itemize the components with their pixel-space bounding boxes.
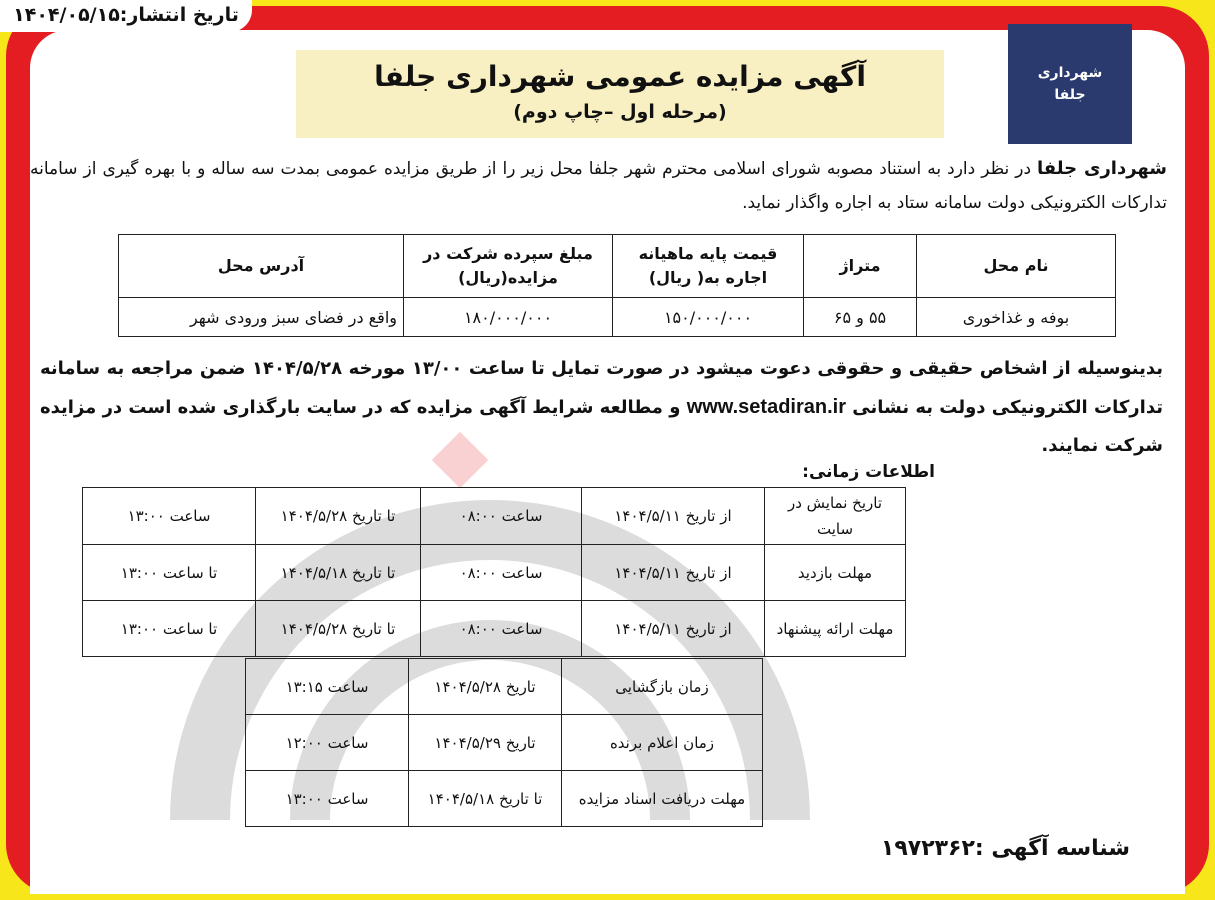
- to-time: تا ساعت ۱۳:۰۰: [83, 601, 256, 657]
- table-row: [246, 715, 763, 771]
- from-date: از تاریخ ۱۴۰۴/۵/۱۱: [582, 488, 765, 545]
- para-part3: و مطالعه شرایط آگهی مزایده که در سایت بارگذاری شده است در مزایده شرکت نمایند.: [40, 397, 1163, 456]
- to-date: تا تاریخ ۱۴۰۴/۵/۲۸: [256, 601, 421, 657]
- para-part2: ضمن مراجعه به سامانه تدارکات الکترونیکی دولت به نشانی: [40, 358, 1163, 418]
- time-label: مهلت ارائه پیشنهاد: [765, 601, 906, 657]
- time-info-heading: اطلاعات زمانی:: [802, 462, 935, 482]
- time-table-1: [82, 487, 906, 657]
- ad-id: شناسه آگهی :۱۹۷۲۳۶۲: [880, 836, 1130, 861]
- para-deadline: تا ساعت ۱۳/۰۰ مورخه ۱۴۰۴/۵/۲۸: [252, 358, 545, 379]
- to-time: ساعت ۱۳:۰۰: [83, 488, 256, 545]
- header-cell: قیمت پایه ماهیانه اجاره به( ریال): [613, 235, 804, 298]
- time-label: تاریخ نمایش در سایت: [765, 488, 906, 545]
- time-label: زمان اعلام برنده: [562, 715, 763, 771]
- from-date: از تاریخ ۱۴۰۴/۵/۱۱: [582, 545, 765, 601]
- from-time: ساعت ۰۸:۰۰: [421, 545, 582, 601]
- event-time: ساعت ۱۲:۰۰: [246, 715, 409, 771]
- to-time: تا ساعت ۱۳:۰۰: [83, 545, 256, 601]
- from-time: ساعت ۰۸:۰۰: [421, 488, 582, 545]
- time-table-2: [245, 658, 763, 827]
- table-row: [83, 601, 906, 657]
- header-cell: نام محل: [917, 235, 1116, 298]
- table-row: [246, 659, 763, 715]
- event-time: ساعت ۱۳:۱۵: [246, 659, 409, 715]
- time-label: مهلت دریافت اسناد مزایده: [562, 771, 763, 827]
- auction-table: [118, 234, 1116, 337]
- invitation-paragraph: [40, 350, 1163, 465]
- event-date: تاریخ ۱۴۰۴/۵/۲۹: [409, 715, 562, 771]
- logo-line1: شهرداری: [1037, 65, 1103, 81]
- to-date: تا تاریخ ۱۴۰۴/۵/۲۸: [256, 488, 421, 545]
- from-date: از تاریخ ۱۴۰۴/۵/۱۱: [582, 601, 765, 657]
- table-cell: ۵۵ و ۶۵: [804, 298, 917, 337]
- table-row: [246, 771, 763, 827]
- to-date: تا تاریخ ۱۴۰۴/۵/۱۸: [256, 545, 421, 601]
- intro-paragraph: [30, 152, 1167, 220]
- title-box: [296, 50, 944, 138]
- event-date: تاریخ ۱۴۰۴/۵/۲۸: [409, 659, 562, 715]
- intro-bold: شهرداری جلفا: [1037, 158, 1167, 179]
- table-row: [83, 545, 906, 601]
- event-time: ساعت ۱۳:۰۰: [246, 771, 409, 827]
- from-time: ساعت ۰۸:۰۰: [421, 601, 582, 657]
- table-cell: واقع در فضای سبز ورودی شهر: [119, 298, 404, 337]
- municipality-logo-icon: [1008, 24, 1132, 144]
- table-row: [83, 488, 906, 545]
- table-row: [119, 298, 1116, 337]
- header-cell: متراژ: [804, 235, 917, 298]
- table-cell: ۱۸۰/۰۰۰/۰۰۰: [404, 298, 613, 337]
- time-label: زمان بازگشایی: [562, 659, 763, 715]
- time-label: مهلت بازدید: [765, 545, 906, 601]
- setadiran-link[interactable]: www.setadiran.ir: [686, 396, 846, 418]
- para-part1: بدینوسیله از اشخاص حقیقی و حقوقی دعوت میشود در صورت تمایل: [544, 358, 1164, 379]
- table-cell: بوفه و غذاخوری: [917, 298, 1116, 337]
- page-title: آگهی مزایده عمومی شهرداری جلفا: [374, 60, 866, 93]
- event-date: تا تاریخ ۱۴۰۴/۵/۱۸: [409, 771, 562, 827]
- intro-text: در نظر دارد به استناد مصوبه شورای اسلامی محترم شهر جلفا محل زیر را از طریق مزایده عمومی بمدت سه ساله و با بهره گیری از سامانه تدارکات الکترونیکی دولت سامانه ستاد به اجاره واگذار نماید.: [30, 159, 1167, 213]
- header-cell: آدرس محل: [119, 235, 404, 298]
- logo-line2: جلفا: [1054, 87, 1086, 103]
- page-subtitle: (مرحله اول –چاپ دوم): [513, 101, 727, 123]
- header-cell: مبلغ سپرده شرکت در مزایده(ریال): [404, 235, 613, 298]
- table-cell: ۱۵۰/۰۰۰/۰۰۰: [613, 298, 804, 337]
- publish-date: تاریخ انتشار:۱۴۰۴/۰۵/۱۵: [0, 0, 252, 32]
- auction-table-header: [119, 235, 1116, 298]
